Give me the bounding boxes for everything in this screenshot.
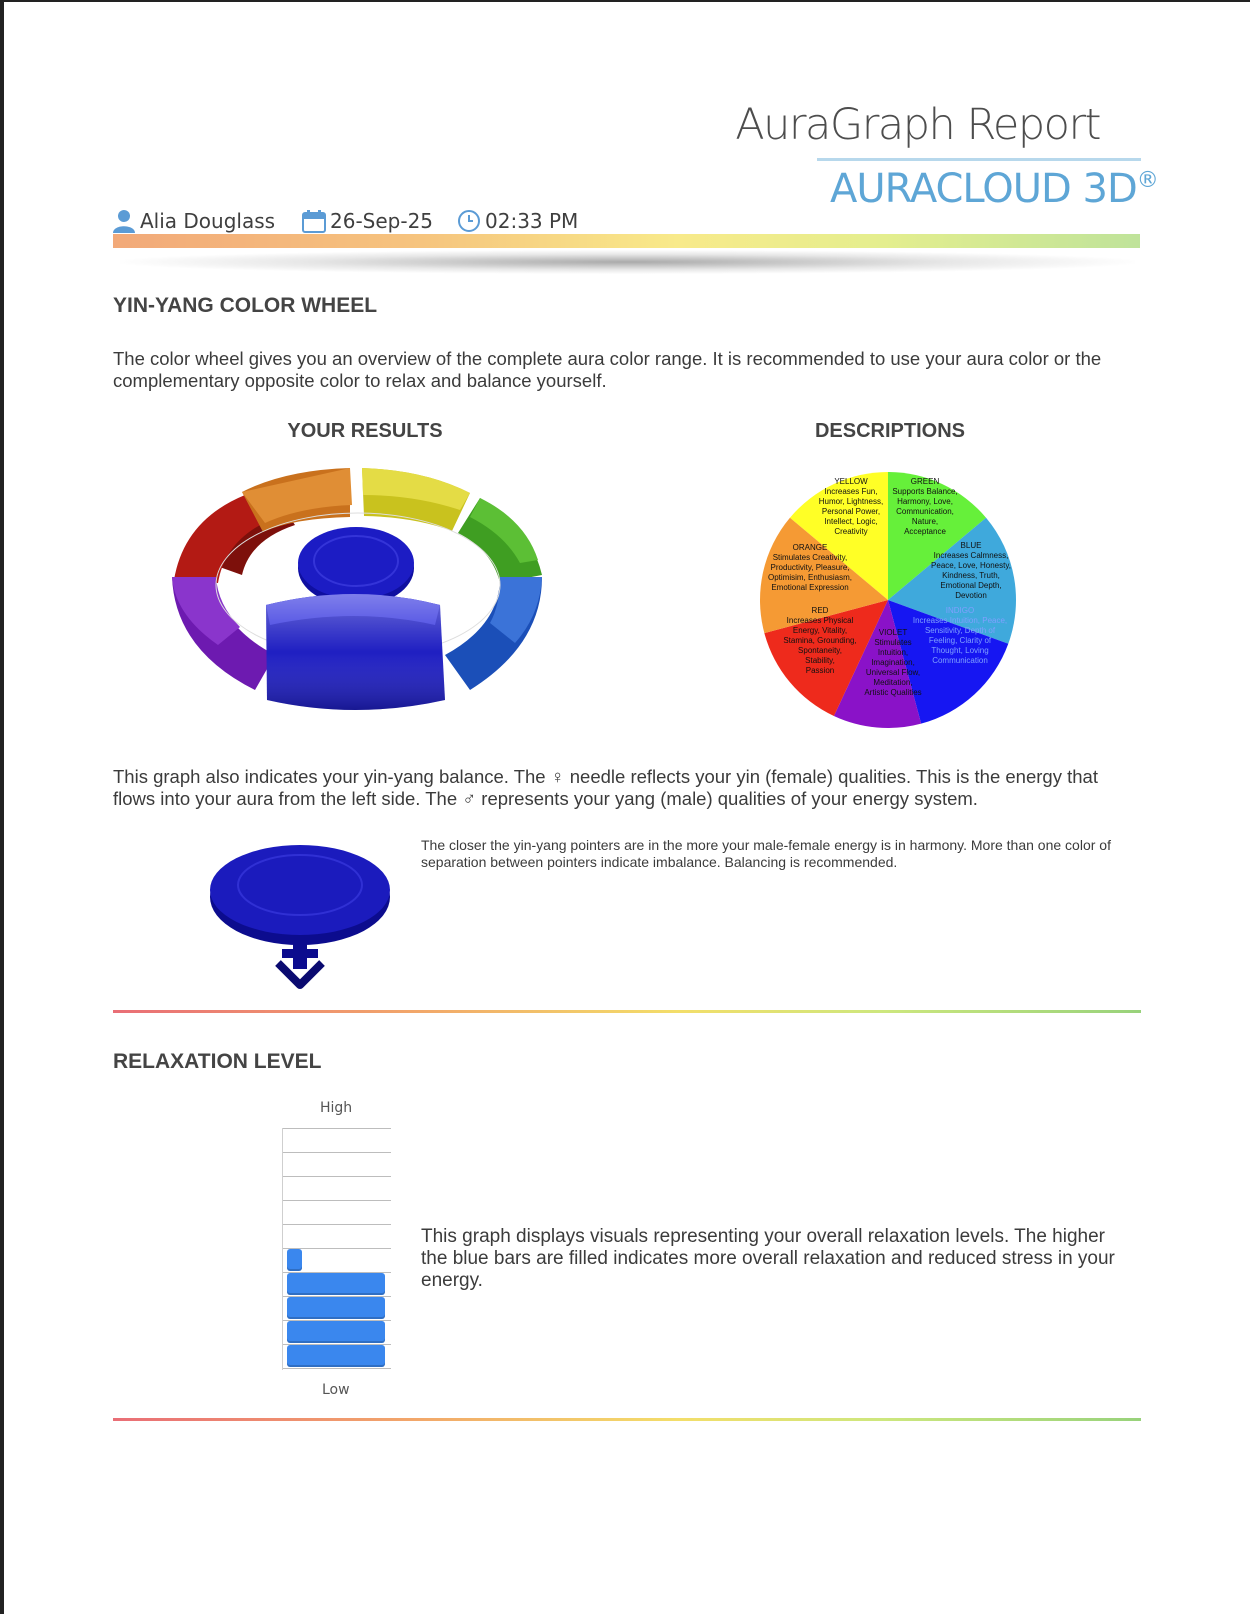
- relaxation-bar: [287, 1321, 385, 1343]
- gauge-gridline: [283, 1224, 391, 1225]
- pie-label-violet: VIOLET Stimulates Intuition, Imagination, Universal Flow, Meditation, Artistic Qualities: [864, 628, 922, 697]
- calendar-icon: [302, 209, 326, 233]
- color-wheel-intro: The color wheel gives you an overview of the complete aura color range. It is recommended to use your aura color or the complementary opposite color to relax and balance yourself.: [113, 348, 1102, 391]
- wheel-segment-orange: [242, 468, 352, 532]
- gauge-gridline: [283, 1152, 391, 1153]
- header-rainbow-band: [113, 234, 1140, 248]
- gauge-gridline: [283, 1176, 391, 1177]
- results-color-wheel: [170, 465, 560, 735]
- relaxation-bar: [287, 1297, 385, 1319]
- page-frame-left: [0, 0, 4, 1614]
- relaxation-bar: [287, 1273, 385, 1295]
- pie-label-indigo: INDIGO Increases Intuition, Peace, Sensitivity, Depth of Feeling, Clarity of Thought, Loving Communication: [912, 606, 1008, 665]
- level-high-label: High: [320, 1100, 353, 1116]
- wheel-segment-violet: [172, 577, 275, 690]
- pie-label-red: RED Increases Physical Energy, Vitality, Stamina, Grounding, Spontaneity, Stability, Passion: [783, 606, 857, 675]
- time-info: [457, 206, 578, 236]
- report-time: 02:33 PM: [485, 209, 579, 233]
- section-divider-2: [113, 1418, 1141, 1421]
- gauge-gridline: [283, 1128, 391, 1129]
- page-frame-top: [0, 0, 1250, 2]
- yin-yang-balance-text: This graph also indicates your yin-yang balance. The ♀ needle reflects your yin (female) qualities. This is the energy that flows into your aura from the left side. The ♂ represents your yang (male) qualities of your energy system.: [113, 766, 1098, 809]
- brand-divider: [817, 158, 1141, 161]
- clock-icon: [457, 209, 481, 233]
- relaxation-bar: [287, 1345, 385, 1367]
- registered-mark: ®: [1136, 168, 1158, 193]
- report-title: AuraGraph Report: [735, 100, 1100, 150]
- wheel-segment-blue: [445, 577, 542, 690]
- relaxation-description: This graph displays visuals representing your overall relaxation levels. The higher the blue bars are filled indicates more overall relaxation and reduced stress in your energy.: [421, 1226, 1115, 1291]
- section-title-relaxation: RELAXATION LEVEL: [113, 1050, 322, 1073]
- pie-label-orange: ORANGE Stimulates Creativity, Productivity, Pleasure, Optimisim, Enthusiasm, Emotional Expression: [767, 543, 853, 592]
- yin-yang-pointer-text: The closer the yin-yang pointers are in the more your male-female energy is in harmony. More than one color of separation between pointers indicate imbalance. Balancing is recommended.: [421, 837, 1111, 870]
- wheel-segment-green: [458, 498, 542, 583]
- relaxation-bar: [287, 1249, 302, 1271]
- your-results-heading: YOUR RESULTS: [287, 420, 443, 442]
- section-divider-1: [113, 1010, 1141, 1013]
- gauge-gridline: [283, 1368, 391, 1369]
- descriptions-color-wheel: [758, 470, 1018, 730]
- brand-logo: [830, 166, 1158, 212]
- level-low-label: Low: [322, 1382, 350, 1398]
- yin-pointer-illustration: [208, 845, 394, 990]
- user-name: Alia Douglass: [140, 209, 276, 233]
- pie-label-green: GREEN Supports Balance, Harmony, Love, Communication, Nature, Acceptance: [892, 477, 958, 536]
- brand-name: AURACLOUD 3D: [830, 166, 1137, 212]
- header-shadow: [120, 250, 1135, 274]
- wheel-segment-indigo: [266, 594, 445, 710]
- report-date: 26-Sep-25: [330, 209, 434, 233]
- gauge-gridline: [283, 1200, 391, 1201]
- descriptions-heading: DESCRIPTIONS: [814, 420, 966, 442]
- user-info: [112, 206, 275, 236]
- date-info: [302, 206, 433, 236]
- relaxation-gauge-axis: [282, 1128, 283, 1370]
- section-title-color-wheel: YIN-YANG COLOR WHEEL: [113, 294, 378, 317]
- user-icon: [112, 209, 136, 233]
- wheel-segment-yellow: [362, 468, 470, 531]
- pie-label-yellow: YELLOW Increases Fun, Humor, Lightness, Personal Power, Intellect, Logic, Creativity: [818, 477, 884, 536]
- pie-label-blue: BLUE Increases Calmness, Peace, Love, Honesty, Kindness, Truth, Emotional Depth, Devotion: [931, 541, 1011, 600]
